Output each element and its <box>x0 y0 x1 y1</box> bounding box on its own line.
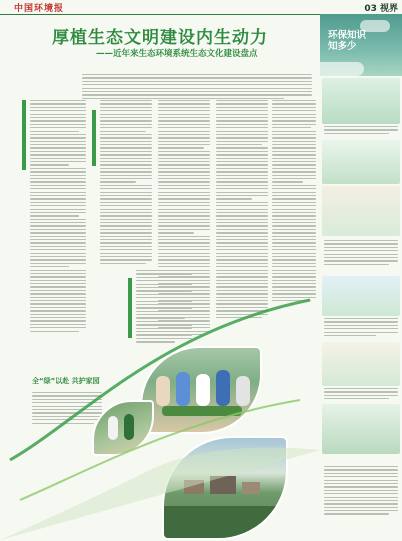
page-section-tag: 03 视界 <box>364 4 398 14</box>
article-subtitle: ——近年来生态环境系统生态文化建设盘点 <box>96 49 258 59</box>
sidebar-text-2 <box>324 240 398 267</box>
sidebar-illustration-2 <box>322 140 400 184</box>
photo-caption-title: 全“绿”以赴 共护家园 <box>32 377 100 385</box>
sidebar-text-3 <box>324 318 398 338</box>
sidebar-illustration-4 <box>322 276 400 316</box>
sidebar-text-1 <box>324 126 398 136</box>
sidebar-illustration-6 <box>322 404 400 454</box>
sidebar-illustration-5 <box>322 342 400 386</box>
article-headline: 厚植生态文明建设内生动力 <box>52 28 268 48</box>
sidebar-title: 环保知识知多少 <box>328 30 367 52</box>
sidebar-text-4 <box>324 388 398 402</box>
sidebar-illustration-3 <box>322 186 400 236</box>
masthead-logo: 中国环境报 <box>14 4 65 14</box>
sidebar-illustration-1 <box>322 78 400 124</box>
sidebar-text-5 <box>324 466 398 517</box>
